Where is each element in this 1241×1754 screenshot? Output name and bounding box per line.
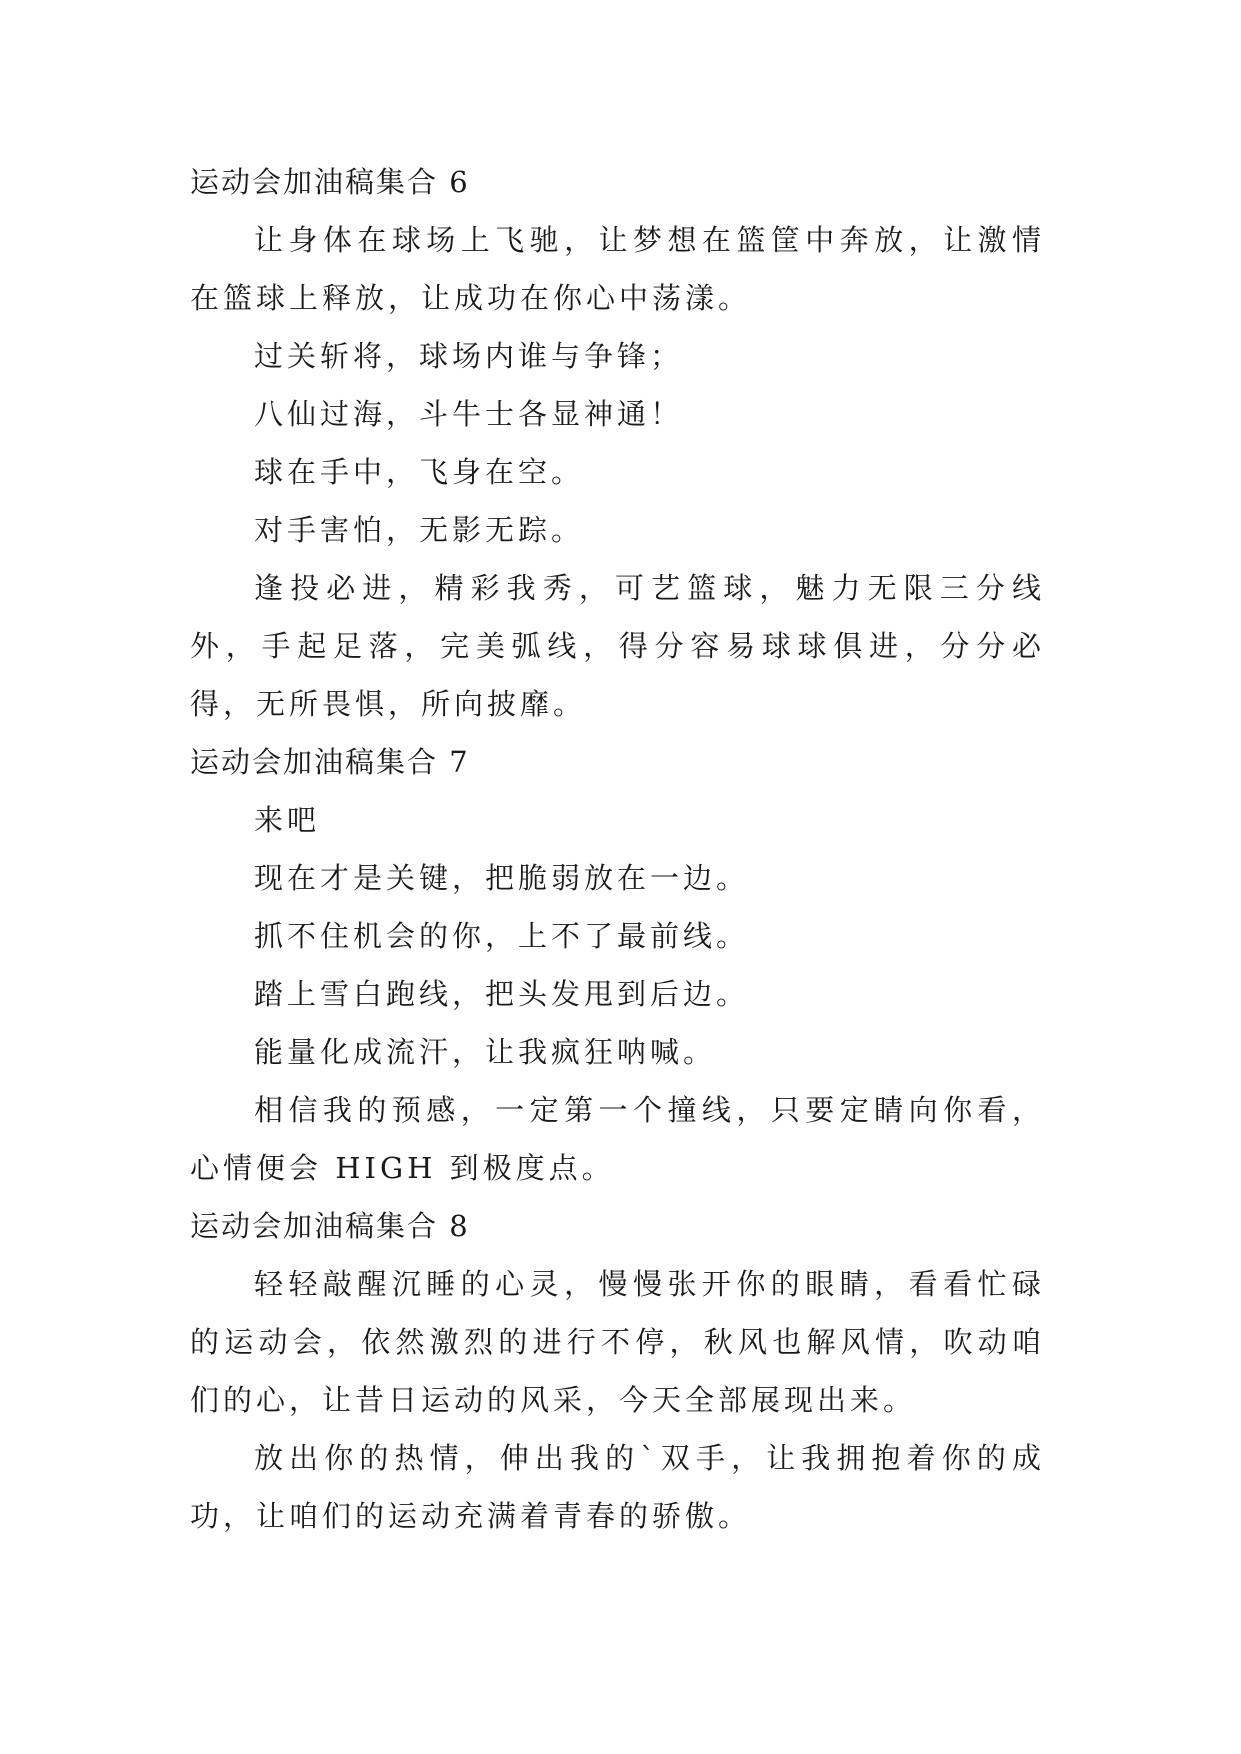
paragraph: 过关斩将，球场内谁与争锋；	[254, 339, 684, 373]
section-heading: 运动会加油稿集合 8	[190, 1209, 470, 1243]
section-heading: 运动会加油稿集合 7	[190, 745, 470, 779]
paragraph: 踏上雪白跑线，把头发甩到后边。	[254, 977, 750, 1011]
paragraph: 八仙过海，斗牛士各显神通！	[254, 397, 684, 431]
paragraph: 逢投必进，精彩我秀，可艺篮球，魅力无限三分线外，手起足落，完美弧线，得分容易球球俱进，分分必得，无所畏惧，所向披靡。	[190, 571, 1045, 721]
paragraph: 现在才是关键，把脆弱放在一边。	[254, 861, 750, 895]
paragraph: 让身体在球场上飞驰，让梦想在篮筐中奔放，让激情在篮球上释放，让成功在你心中荡漾。	[190, 223, 1045, 315]
paragraph: 能量化成流汗，让我疯狂呐喊。	[254, 1035, 717, 1069]
paragraph: 相信我的预感，一定第一个撞线，只要定睛向你看，心情便会 HIGH 到极度点。	[190, 1093, 1045, 1185]
paragraph: 抓不住机会的你，上不了最前线。	[254, 919, 750, 953]
section-heading: 运动会加油稿集合 6	[190, 165, 470, 199]
paragraph: 来吧	[254, 803, 321, 837]
paragraph: 放出你的热情，伸出我的`双手，让我拥抱着你的成功，让咱们的运动充满着青春的骄傲。	[190, 1441, 1045, 1533]
paragraph: 轻轻敲醒沉睡的心灵，慢慢张开你的眼睛，看看忙碌的运动会，依然激烈的进行不停，秋风也解风情，吹动咱们的心，让昔日运动的风采，今天全部展现出来。	[190, 1267, 1045, 1417]
paragraph: 球在手中，飞身在空。	[254, 455, 585, 489]
document-body	[190, 153, 1045, 1545]
paragraph: 对手害怕，无影无踪。	[254, 513, 585, 547]
